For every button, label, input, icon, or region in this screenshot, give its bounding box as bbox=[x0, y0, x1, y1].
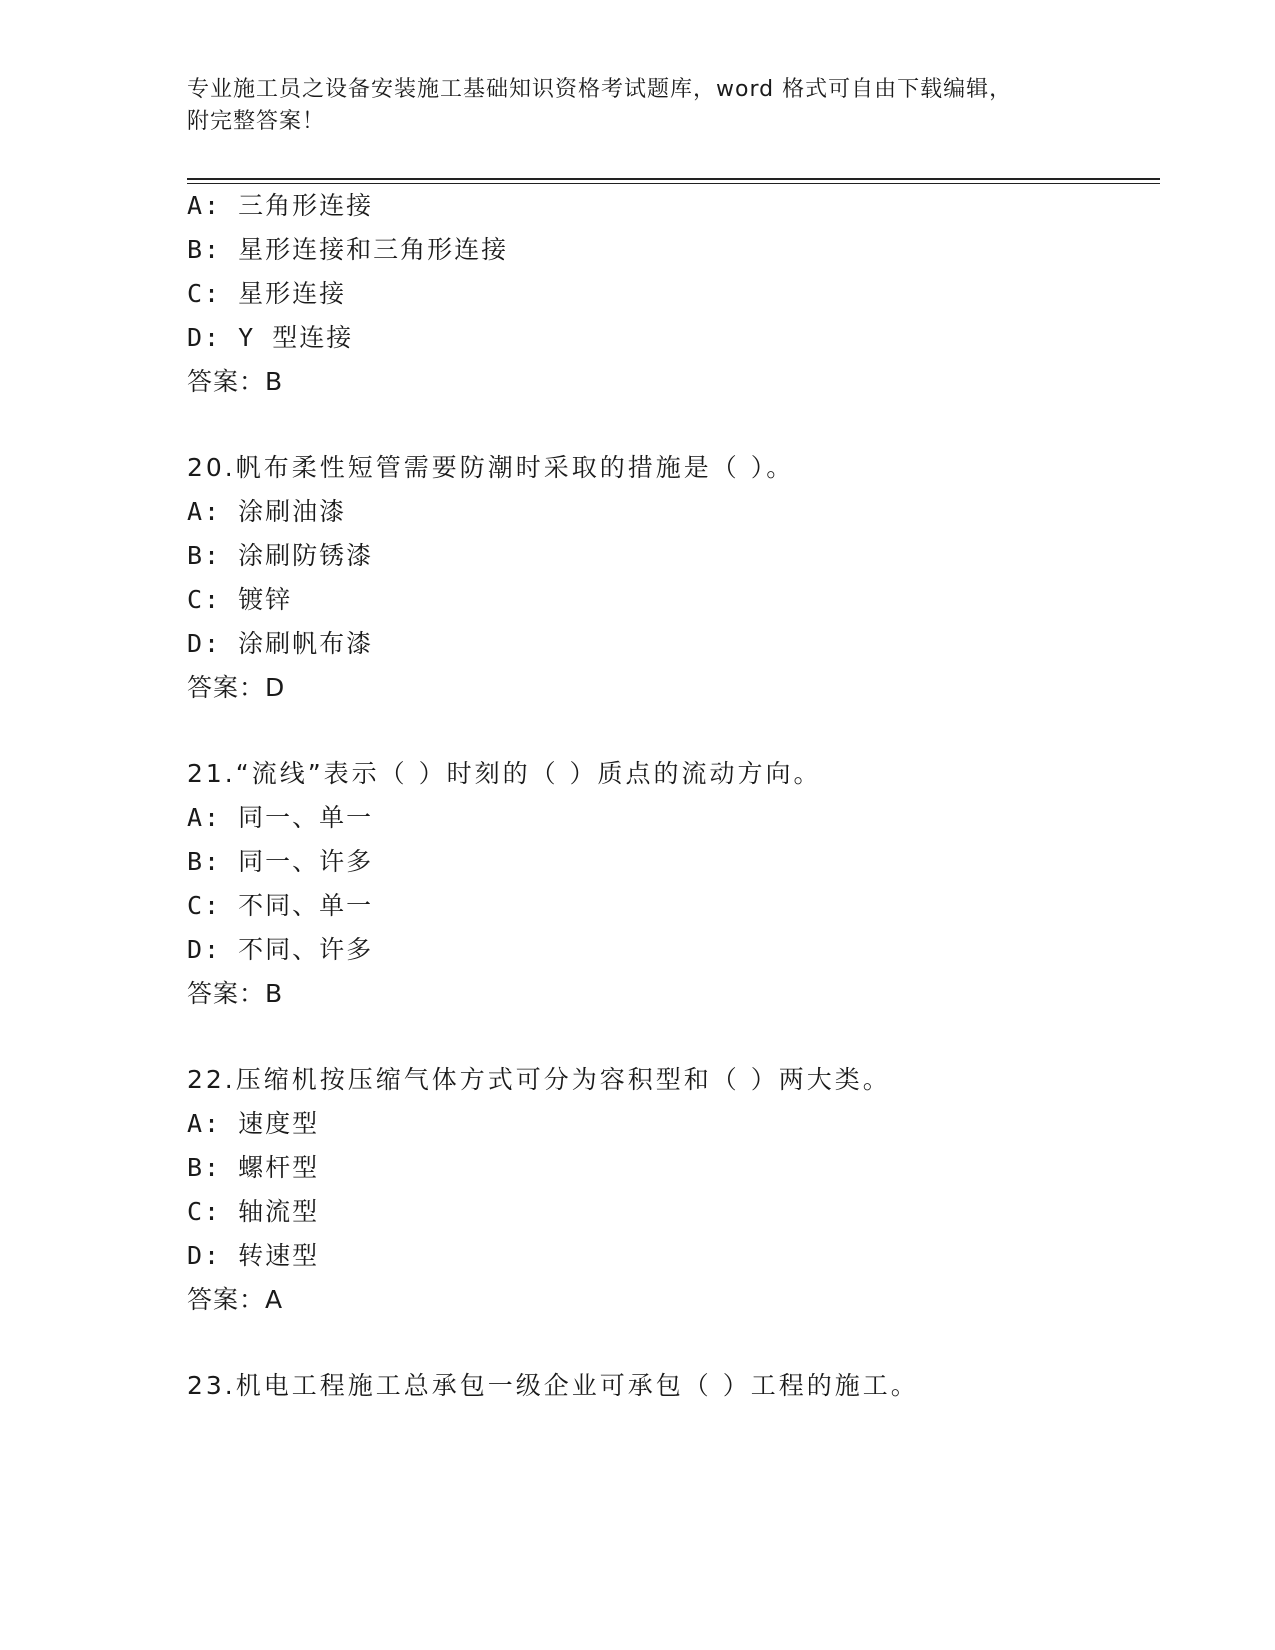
q21-option-b: B: 同一、许多 bbox=[187, 847, 374, 876]
q21-option-c: C: 不同、单一 bbox=[187, 891, 374, 920]
q21-option-d: D: 不同、许多 bbox=[187, 935, 374, 964]
q19-option-b: B: 星形连接和三角形连接 bbox=[187, 235, 509, 264]
q22-question: 22.压缩机按压缩气体方式可分为容积型和（ ）两大类。 bbox=[187, 1065, 891, 1094]
q22-option-d: D: 转速型 bbox=[187, 1241, 320, 1270]
q21-option-a: A: 同一、单一 bbox=[187, 803, 374, 832]
header-divider-thin bbox=[187, 183, 1160, 184]
header-line-1: 专业施工员之设备安装施工基础知识资格考试题库，word 格式可自由下载编辑， bbox=[187, 77, 1013, 102]
q19-option-a: A: 三角形连接 bbox=[187, 191, 374, 220]
q22-option-b: B: 螺杆型 bbox=[187, 1153, 320, 1182]
q20-option-c: C: 镀锌 bbox=[187, 585, 293, 614]
q19-option-c: C: 星形连接 bbox=[187, 279, 347, 308]
q22-option-c: C: 轴流型 bbox=[187, 1197, 320, 1226]
header-line-2: 附完整答案！ bbox=[187, 109, 326, 134]
q19-answer: 答案：B bbox=[187, 367, 284, 396]
document-header bbox=[187, 74, 1067, 138]
q20-answer: 答案：D bbox=[187, 673, 286, 702]
q23-question: 23.机电工程施工总承包一级企业可承包（ ）工程的施工。 bbox=[187, 1371, 919, 1400]
q22-option-a: A: 速度型 bbox=[187, 1109, 320, 1138]
q20-option-d: D: 涂刷帆布漆 bbox=[187, 629, 374, 658]
q19-option-d: D: Y 型连接 bbox=[187, 323, 354, 352]
q21-answer: 答案：B bbox=[187, 979, 284, 1008]
q20-option-b: B: 涂刷防锈漆 bbox=[187, 541, 374, 570]
q21-question: 21.“流线”表示（ ）时刻的（ ）质点的流动方向。 bbox=[187, 759, 822, 788]
q20-question: 20.帆布柔性短管需要防潮时采取的措施是（ ）。 bbox=[187, 453, 795, 482]
q20-option-a: A: 涂刷油漆 bbox=[187, 497, 347, 526]
q22-answer: 答案：A bbox=[187, 1285, 284, 1314]
header-divider-thick bbox=[187, 178, 1160, 180]
